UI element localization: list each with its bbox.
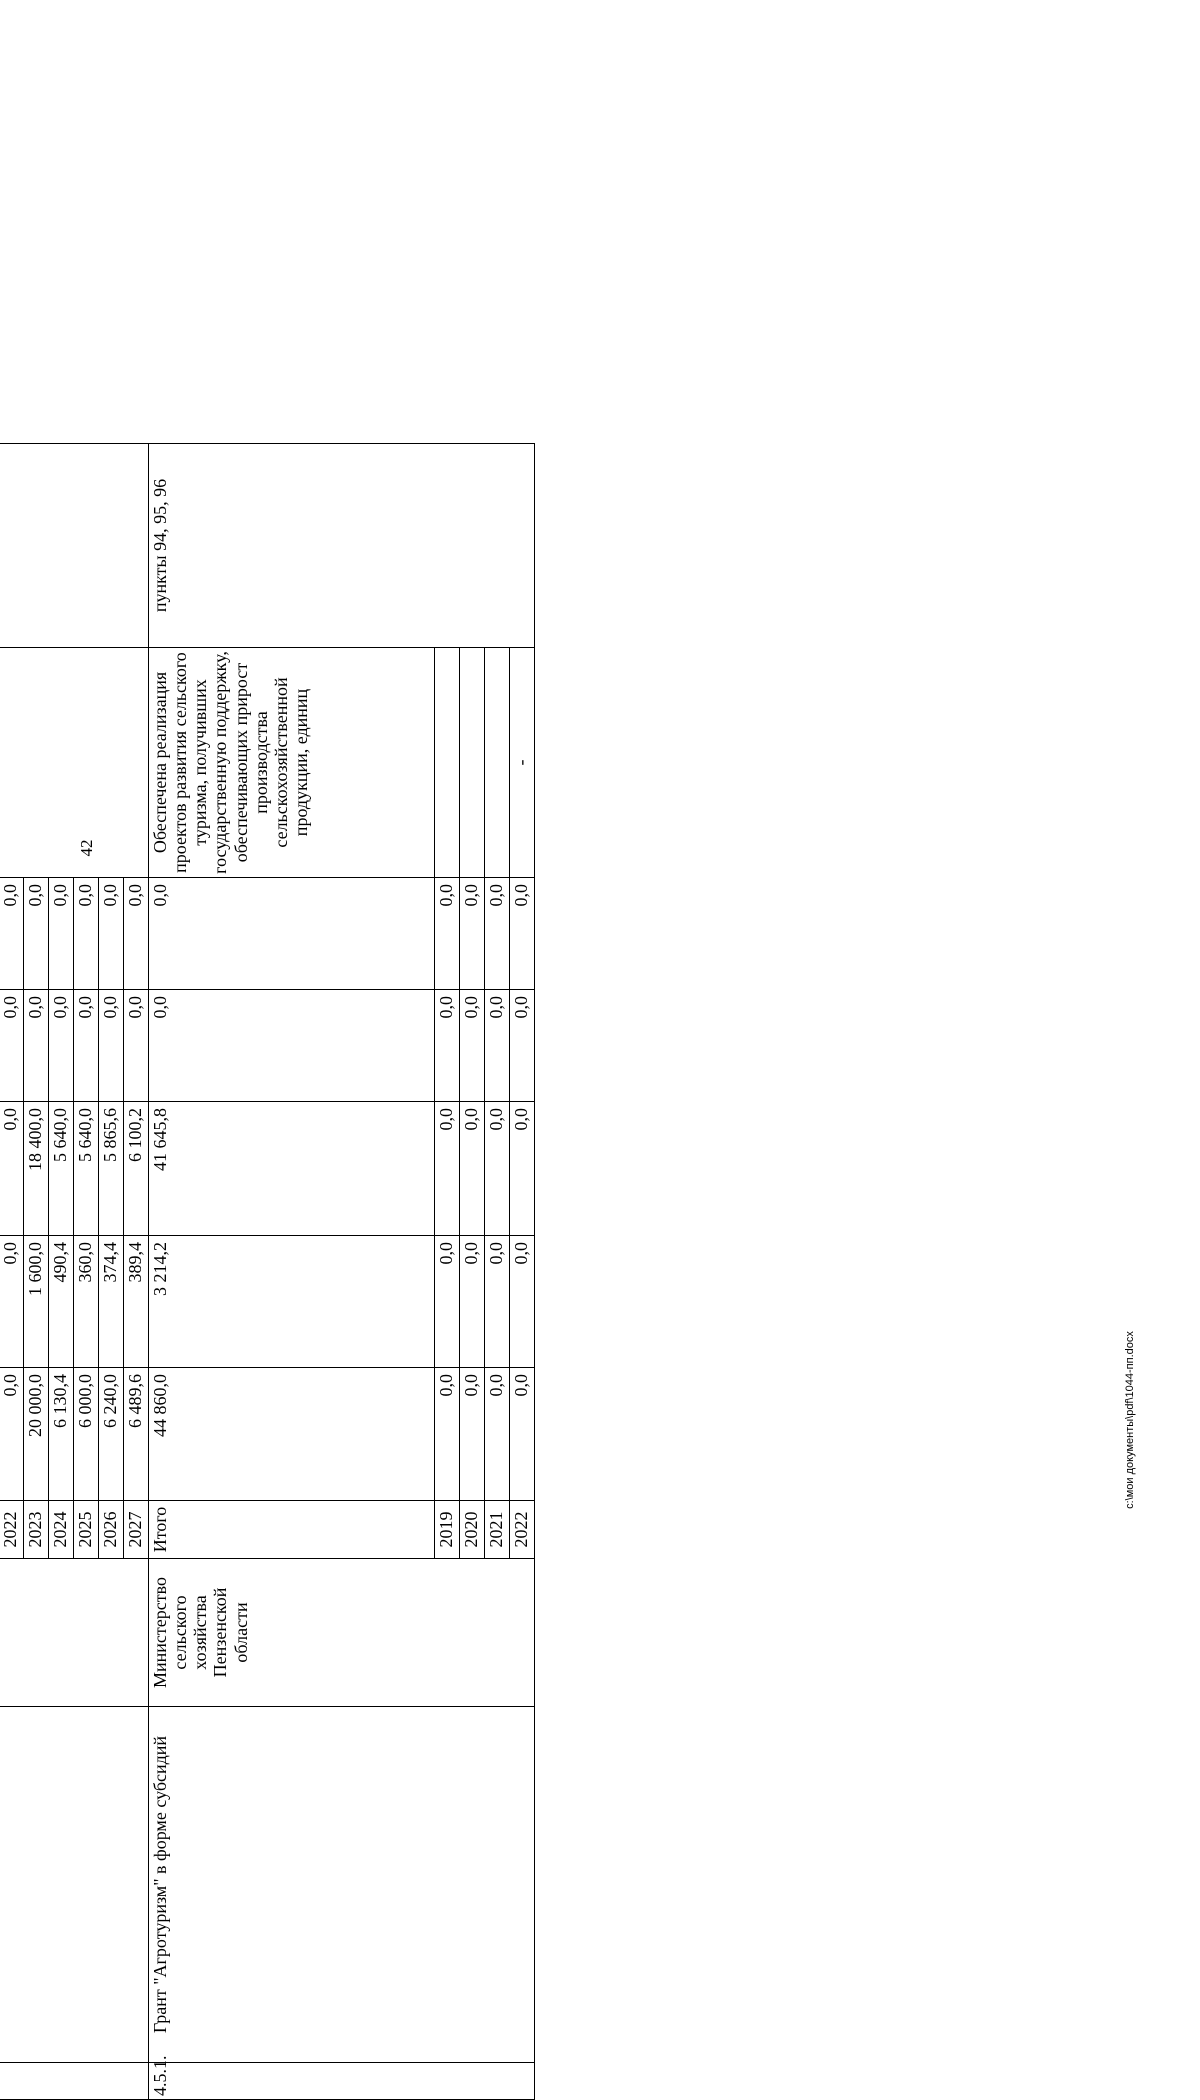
cell-value: 0,0: [485, 878, 510, 990]
cell-value: 20 000,0: [24, 1368, 49, 1501]
cell-value: 0,0: [460, 878, 485, 990]
cell-value: 5 640,0: [74, 1102, 99, 1236]
cell-value: 0,0: [49, 878, 74, 990]
cell-value: 0,0: [435, 1102, 460, 1236]
cell-year: Итого: [149, 1501, 435, 1559]
cell-year: 2022: [0, 1501, 24, 1559]
cell-year: 2024: [49, 1501, 74, 1559]
cell-value: 0,0: [485, 1102, 510, 1236]
cell-value: 0,0: [0, 1236, 24, 1368]
cell-value: 490,4: [49, 1236, 74, 1368]
cell-value: 3 214,2: [149, 1236, 435, 1368]
cell-value: 0,0: [74, 878, 99, 990]
cell-value: 0,0: [435, 990, 460, 1102]
cell-measure-name: [0, 1707, 149, 2063]
table-row-total: [149, 444, 435, 2100]
cell-indicator-value: [460, 648, 485, 878]
cell-number: 4.5.1.: [149, 2063, 535, 2100]
cell-year: 2025: [74, 1501, 99, 1559]
cell-indicator-value: [485, 648, 510, 878]
cell-value: 0,0: [124, 878, 149, 990]
cell-number: [0, 2063, 149, 2100]
cell-value: 0,0: [0, 1102, 24, 1236]
cell-year: 2020: [460, 1501, 485, 1559]
cell-value: 0,0: [510, 878, 535, 990]
cell-value: 0,0: [99, 878, 124, 990]
cell-value: 0,0: [510, 990, 535, 1102]
cell-value: 6 000,0: [74, 1368, 99, 1501]
cell-value: 1 600,0: [24, 1236, 49, 1368]
cell-value: 0,0: [124, 990, 149, 1102]
cell-value: 0,0: [24, 990, 49, 1102]
cell-value: 374,4: [99, 1236, 124, 1368]
cell-value: 0,0: [485, 1368, 510, 1501]
cell-value: 0,0: [0, 990, 24, 1102]
cell-value: 0,0: [0, 1368, 24, 1501]
cell-value: 6 240,0: [99, 1368, 124, 1501]
cell-year: 2019: [435, 1501, 460, 1559]
cell-reference: [0, 444, 149, 648]
cell-year: 2022: [510, 1501, 535, 1559]
cell-value: 41 645,8: [149, 1102, 435, 1236]
cell-value: 6 130,4: [49, 1368, 74, 1501]
cell-value: 0,0: [460, 1102, 485, 1236]
cell-value: 6 100,2: [124, 1102, 149, 1236]
cell-value: 0,0: [485, 1236, 510, 1368]
cell-value: 0,0: [435, 1368, 460, 1501]
cell-year: 2023: [24, 1501, 49, 1559]
cell-year: 2021: [485, 1501, 510, 1559]
cell-measure-name: Грант "Агротуризм" в форме субсидий: [149, 1707, 535, 2063]
document-path-footer: c:\мои документы\pdf\1044-пп.docx: [1124, 1331, 1136, 1509]
cell-executor: Министерство сельского хозяйства Пензенской области: [149, 1559, 535, 1707]
cell-value: 0,0: [460, 1236, 485, 1368]
rotated-table-container: [0, 444, 697, 2100]
cell-value: 389,4: [124, 1236, 149, 1368]
cell-value: 5 865,6: [99, 1102, 124, 1236]
cell-year: 2027: [124, 1501, 149, 1559]
cell-value: 18 400,0: [24, 1102, 49, 1236]
cell-year: 2026: [99, 1501, 124, 1559]
cell-indicator-text: Обеспечена реализация проектов развития сельского туризма, получивших государственную поддержку, обеспечивающих прирост производства сельскохозяйственной продукции, единиц: [149, 648, 435, 878]
cell-value: 44 860,0: [149, 1368, 435, 1501]
cell-value: 0,0: [149, 990, 435, 1102]
cell-value: 0,0: [74, 990, 99, 1102]
cell-empty: [0, 648, 149, 878]
cell-value: 5 640,0: [49, 1102, 74, 1236]
cell-reference: пункты 94, 95, 96: [149, 444, 535, 648]
cell-value: 0,0: [485, 990, 510, 1102]
cell-value: 6 489,6: [124, 1368, 149, 1501]
cell-value: 0,0: [435, 878, 460, 990]
cell-value: 0,0: [24, 878, 49, 990]
cell-value: 0,0: [149, 878, 435, 990]
budget-table: [0, 443, 535, 2100]
cell-value: 0,0: [435, 1236, 460, 1368]
cell-value: 0,0: [0, 878, 24, 990]
cell-value: 0,0: [460, 990, 485, 1102]
cell-value: 0,0: [510, 1102, 535, 1236]
cell-value: 0,0: [460, 1368, 485, 1501]
cell-value: 0,0: [99, 990, 124, 1102]
cell-indicator-value: [435, 648, 460, 878]
page-number: 42: [77, 839, 96, 857]
cell-executor: [0, 1559, 149, 1707]
cell-indicator-value: -: [510, 648, 535, 878]
cell-value: 0,0: [510, 1236, 535, 1368]
cell-value: 360,0: [74, 1236, 99, 1368]
cell-value: 0,0: [510, 1368, 535, 1501]
cell-value: 0,0: [49, 990, 74, 1102]
